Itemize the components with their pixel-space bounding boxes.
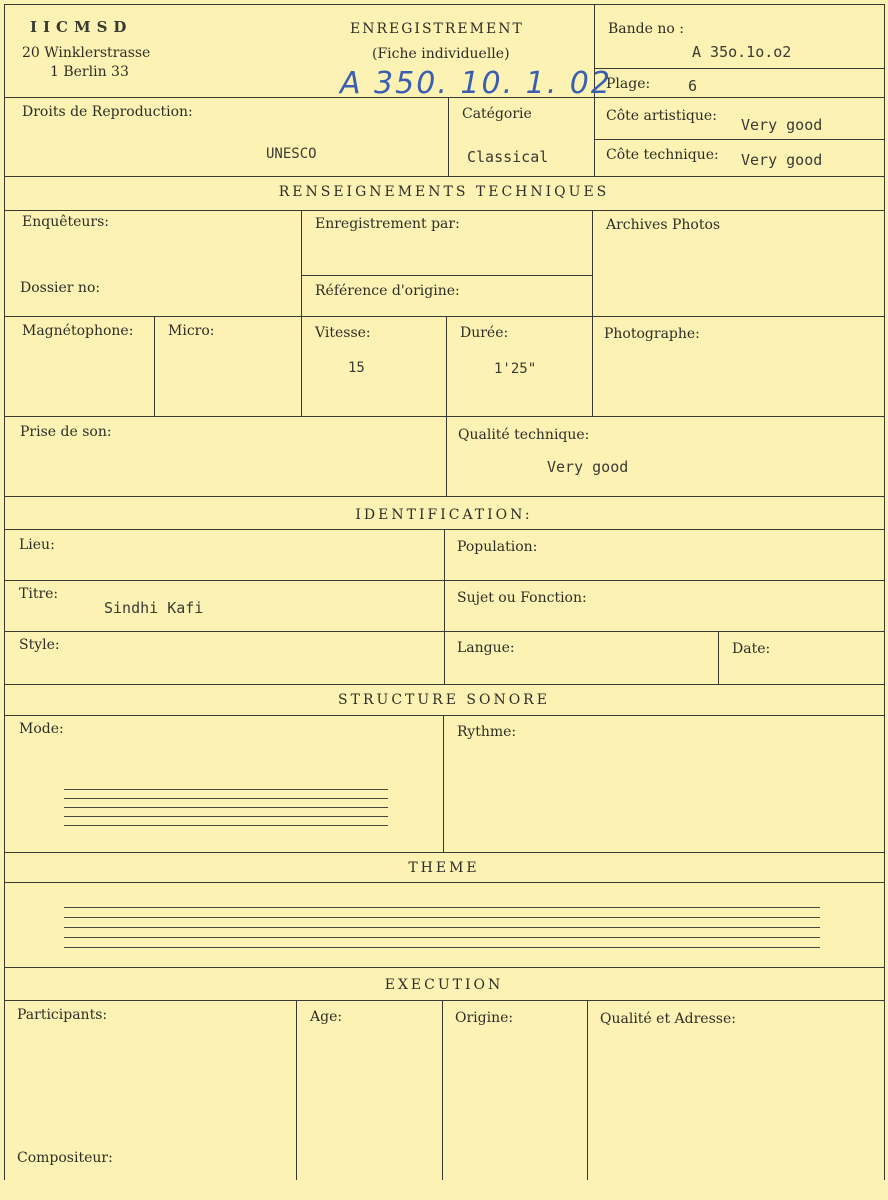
- style-label: Style:: [19, 637, 60, 653]
- rule: [4, 684, 884, 685]
- rule: [4, 316, 884, 317]
- rule: [446, 316, 447, 416]
- institute-logo: IICMSD: [30, 18, 133, 36]
- rule: [296, 1000, 297, 1180]
- rule: [4, 631, 884, 632]
- rule: [884, 4, 885, 1180]
- titre-label: Titre:: [19, 586, 59, 602]
- plage-value: 6: [688, 77, 698, 95]
- rule: [4, 852, 884, 853]
- titre-value: Sindhi Kafi: [104, 599, 204, 617]
- qualite-adresse-label: Qualité et Adresse:: [600, 1011, 736, 1027]
- rule: [448, 97, 449, 176]
- origine-label: Origine:: [455, 1010, 514, 1026]
- section-renseignements-techniques: RENSEIGNEMENTS TECHNIQUES: [278, 184, 610, 200]
- langue-label: Langue:: [457, 640, 515, 656]
- staff-line: [64, 807, 388, 808]
- qualite-technique-label: Qualité technique:: [458, 427, 590, 443]
- rule: [443, 715, 444, 852]
- rule: [594, 68, 884, 69]
- participants-label: Participants:: [17, 1007, 108, 1023]
- staff-line: [64, 798, 388, 799]
- cote-technique-label: Côte technique:: [606, 147, 719, 163]
- mode-label: Mode:: [19, 721, 64, 737]
- sujet-fonction-label: Sujet ou Fonction:: [457, 590, 587, 606]
- cote-technique-value: Very good: [741, 151, 823, 169]
- droits-label: Droits de Reproduction:: [22, 104, 193, 120]
- section-theme: THEME: [408, 860, 480, 876]
- staff-line: [64, 816, 388, 817]
- bande-value: A 35o.1o.o2: [692, 43, 792, 61]
- staff-line: [64, 937, 820, 938]
- staff-line: [64, 907, 820, 908]
- age-label: Age:: [310, 1009, 343, 1025]
- categorie-label: Catégorie: [462, 106, 532, 122]
- rule: [592, 210, 593, 416]
- rule: [4, 416, 884, 417]
- cote-artistique-value: Very good: [741, 116, 823, 134]
- handwritten-reference: A 350. 10. 1. 02: [340, 66, 612, 101]
- address-line-1: 20 Winklerstrasse: [22, 45, 151, 61]
- rule: [4, 210, 884, 211]
- rule: [718, 631, 719, 684]
- duree-label: Durée:: [460, 325, 509, 341]
- cote-artistique-label: Côte artistique:: [606, 108, 717, 124]
- rule: [4, 4, 5, 1180]
- staff-line: [64, 917, 820, 918]
- vitesse-value: 15: [348, 360, 365, 376]
- reference-label: Référence d'origine:: [315, 283, 460, 299]
- rule: [4, 176, 884, 177]
- address-line-2: 1 Berlin 33: [50, 64, 129, 80]
- rule: [4, 882, 884, 883]
- date-label: Date:: [732, 641, 771, 657]
- magnetophone-label: Magnétophone:: [22, 323, 134, 339]
- rule: [587, 1000, 588, 1180]
- rule: [4, 4, 884, 5]
- rule: [594, 139, 884, 140]
- enregistrement-par-label: Enregistrement par:: [315, 216, 460, 232]
- staff-line: [64, 947, 820, 948]
- droits-value: UNESCO: [266, 146, 317, 162]
- form-subtitle: (Fiche individuelle): [372, 46, 510, 62]
- plage-label: Plage:: [606, 76, 651, 92]
- qualite-technique-value: Very good: [547, 458, 629, 476]
- section-identification: IDENTIFICATION:: [355, 507, 533, 523]
- lieu-label: Lieu:: [19, 537, 55, 553]
- photographe-label: Photographe:: [604, 326, 700, 342]
- bande-label: Bande no :: [608, 21, 684, 37]
- section-structure-sonore: STRUCTURE SONORE: [338, 692, 550, 708]
- section-execution: EXECUTION: [384, 977, 504, 993]
- rule: [154, 316, 155, 416]
- enqueteurs-label: Enquêteurs:: [22, 214, 110, 230]
- archives-photos-label: Archives Photos: [606, 217, 721, 233]
- population-label: Population:: [457, 539, 538, 555]
- form-title: ENREGISTREMENT: [350, 21, 524, 37]
- prise-de-son-label: Prise de son:: [20, 424, 112, 440]
- rule: [444, 529, 445, 684]
- micro-label: Micro:: [168, 323, 215, 339]
- vitesse-label: Vitesse:: [315, 325, 371, 341]
- staff-line: [64, 789, 388, 790]
- compositeur-label: Compositeur:: [17, 1150, 113, 1166]
- rule: [4, 1000, 884, 1001]
- duree-value: 1'25": [494, 361, 537, 377]
- rule: [4, 580, 884, 581]
- rule: [4, 496, 884, 497]
- dossier-label: Dossier no:: [20, 280, 101, 296]
- rule: [4, 715, 884, 716]
- rule: [442, 1000, 443, 1180]
- rule: [301, 275, 592, 276]
- rule: [446, 416, 447, 496]
- categorie-value: Classical: [467, 148, 549, 166]
- staff-line: [64, 825, 388, 826]
- rythme-label: Rythme:: [457, 724, 517, 740]
- staff-line: [64, 927, 820, 928]
- rule: [4, 967, 884, 968]
- rule: [301, 210, 302, 416]
